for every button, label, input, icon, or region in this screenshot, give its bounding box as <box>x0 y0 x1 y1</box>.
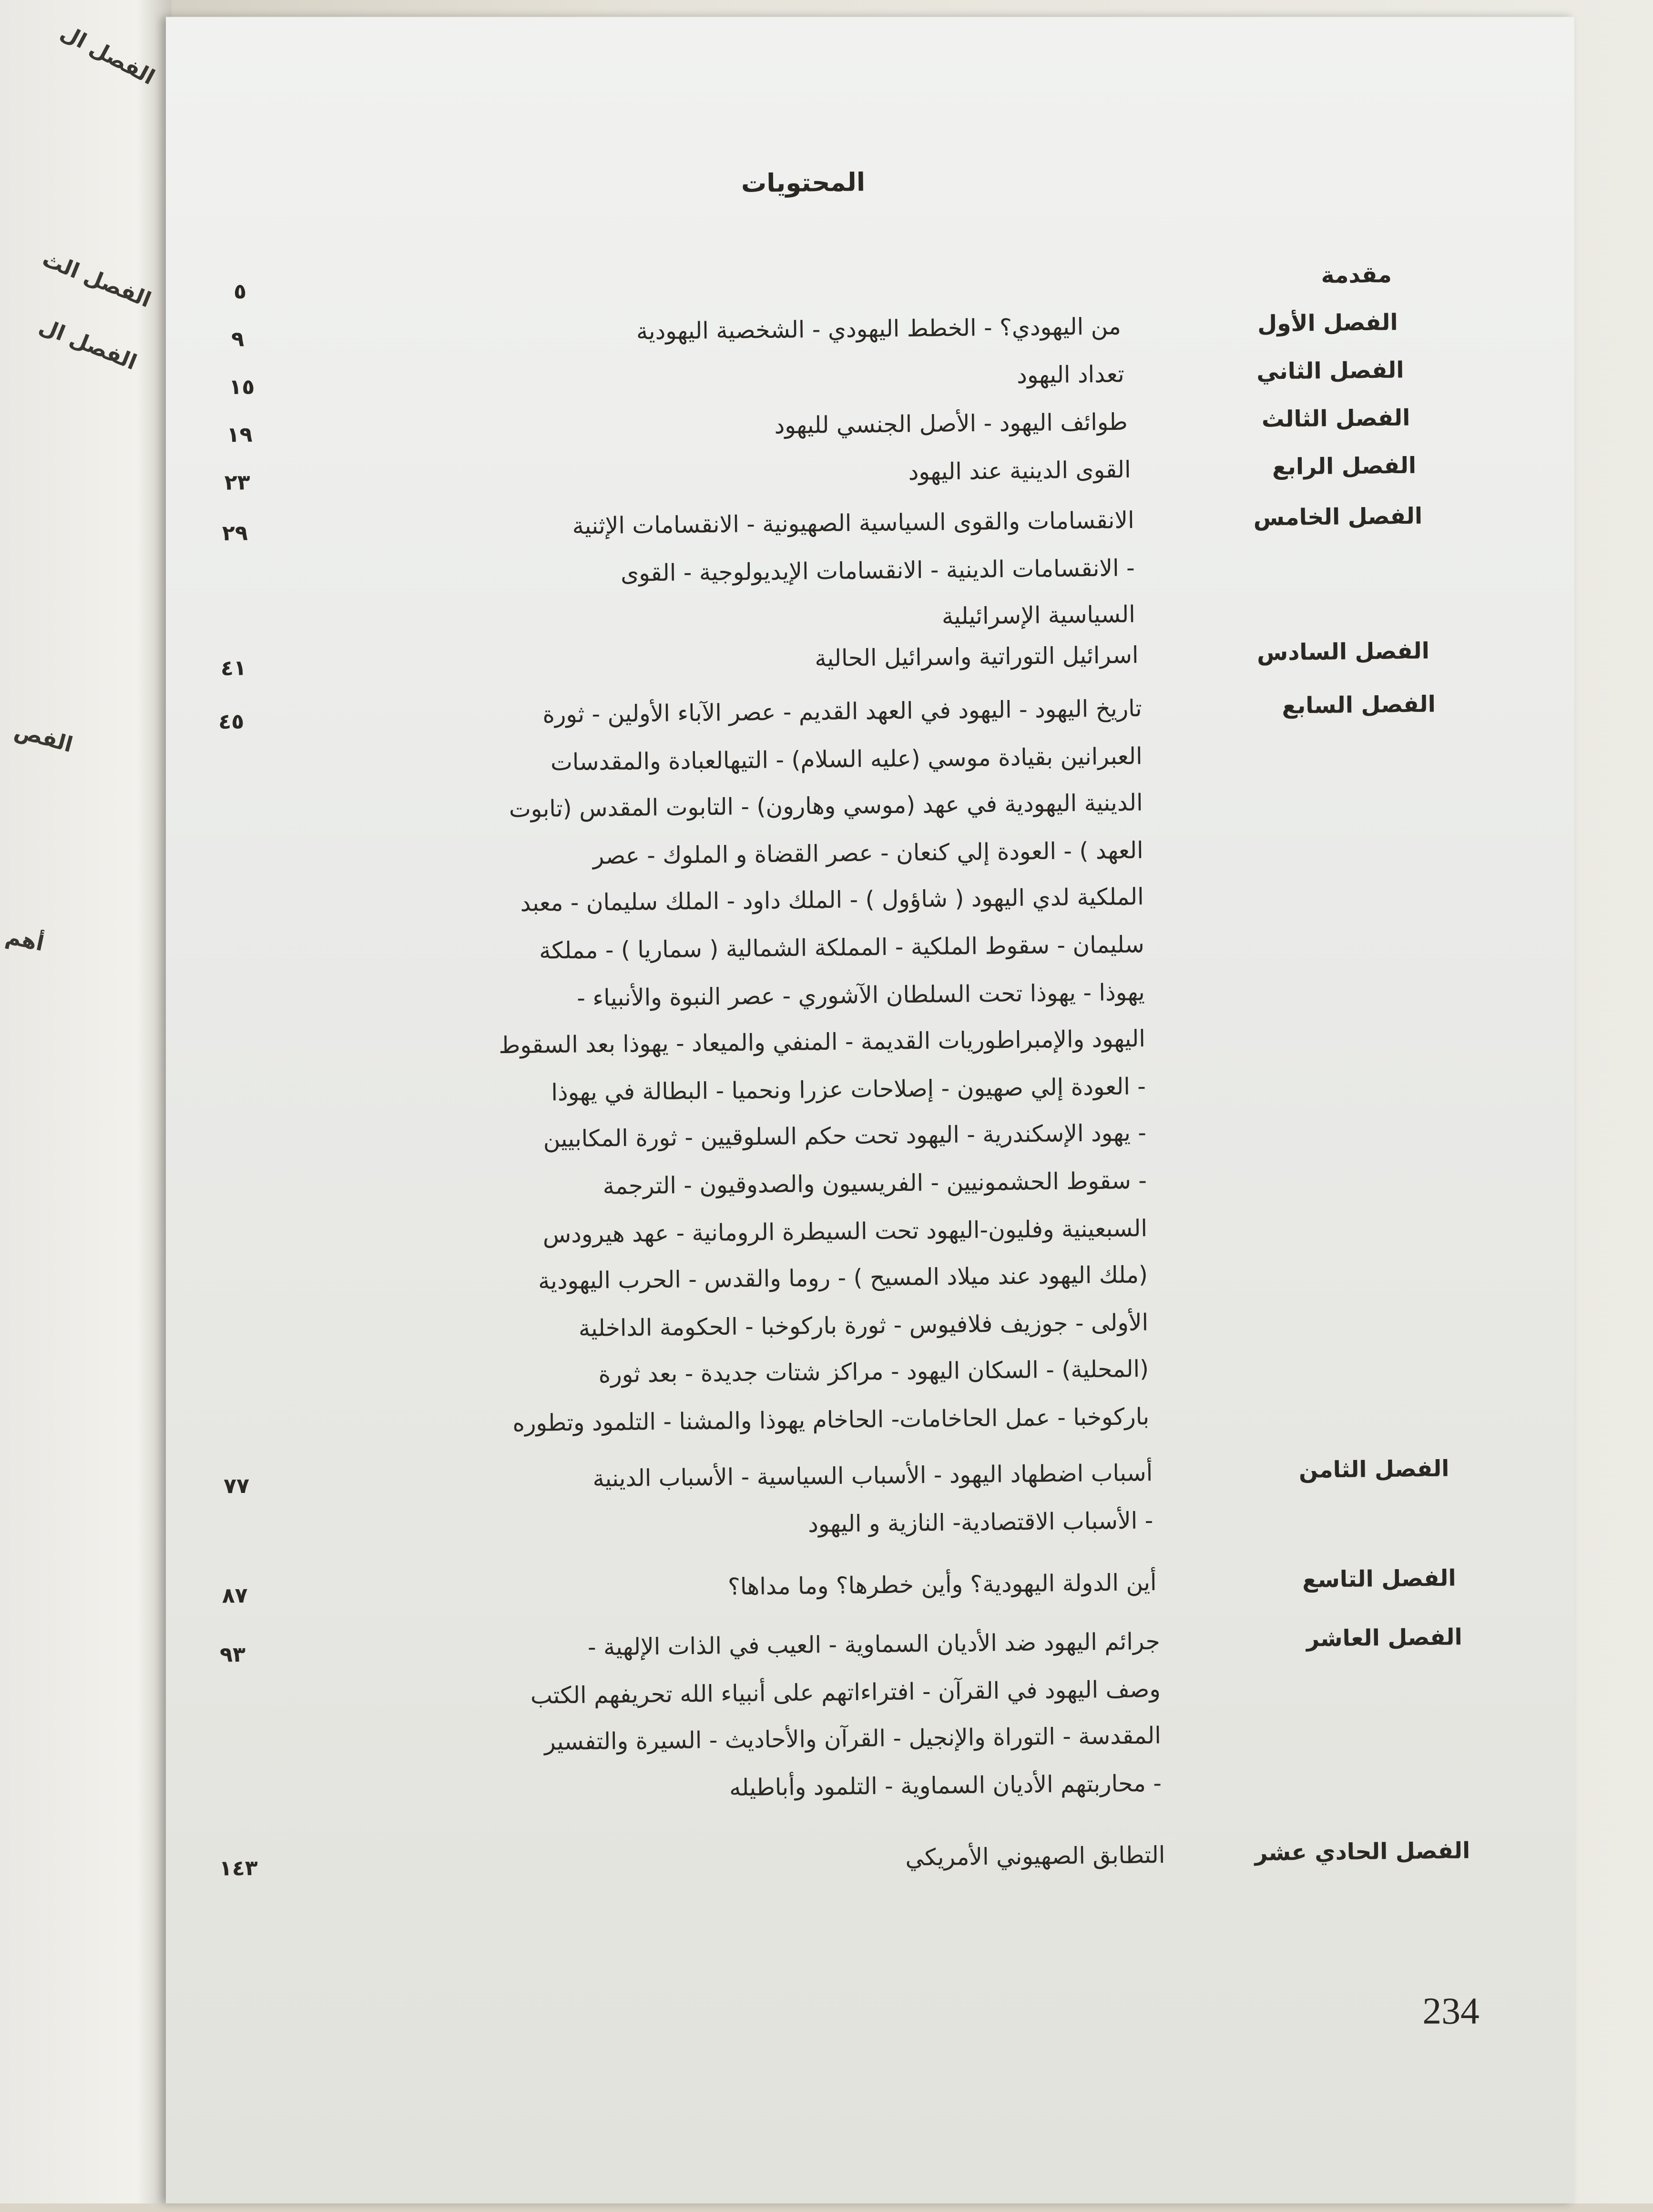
toc-page-number: ١٩ <box>226 422 253 448</box>
toc-entry-line: وصف اليهود في القرآن - افتراءاتهم على أنبياء الله تحريفهم الكتب <box>530 1675 1161 1709</box>
toc-entry-line: الأولى - جوزيف فلافيوس - ثورة باركوخبا - الحكومة الداخلية <box>578 1309 1149 1342</box>
toc-page-number: ٩٣ <box>219 1642 246 1668</box>
toc-page-number: ٢٩ <box>222 520 248 546</box>
left-page-fragment: الفصل الث <box>39 246 155 313</box>
toc-entry-line: الدينية اليهودية في عهد (موسي وهارون) - التابوت المقدس (تابوت <box>509 789 1143 823</box>
toc-entry-line: السبعينية وفليون-اليهود تحت السيطرة الرومانية - عهد هيرودس <box>542 1214 1148 1248</box>
left-page-fragment: الفصل ال <box>35 313 141 375</box>
toc-entry-line: يهوذا - يهوذا تحت السلطان الآشوري - عصر النبوة والأنبياء - <box>576 978 1145 1011</box>
toc-entry-description <box>291 497 1135 648</box>
toc-entry-description <box>281 351 1124 407</box>
toc-entry-description <box>298 685 1150 1450</box>
toc-entry-line: طوائف اليهود - الأصل الجنسي لليهود <box>774 408 1128 439</box>
toc-chapter-label: مقدمة <box>1321 261 1392 289</box>
toc-entry-line: العبرانين بقيادة موسي (عليه السلام) - التيهالعبادة والمقدسات <box>550 742 1143 775</box>
toc-entry-line: باركوخبا - عمل الحاخامات- الحاخام يهوذا والمشنا - التلمود وتطوره <box>512 1403 1150 1437</box>
toc-entry-line: الانقسامات والقوى السياسية الصهيونية - الانقسامات الإثنية <box>572 507 1134 540</box>
toc-entry-description <box>309 1450 1153 1553</box>
toc-entry-line: السياسية الإسرائيلية <box>941 601 1136 630</box>
toc-entry-line: المقدسة - التوراة والإنجيل - القرآن والأحاديث - السيرة والتفسير <box>544 1722 1162 1756</box>
toc-page-number: ٢٣ <box>224 469 250 496</box>
toc-entry-line: العهد ) - العودة إلي كنعان - عصر القضاة و الملوك - عصر <box>592 836 1143 870</box>
toc-page-number: ٤٥ <box>218 709 245 734</box>
toc-entry-line: الملكية لدي اليهود ( شاؤول ) - الملك داود - الملك سليمان - معبد <box>520 883 1144 917</box>
toc-entry-description <box>277 303 1121 359</box>
toc-entry-line: تاريخ اليهود - اليهود في العهد القديم - عصر الآباء الأولين - ثورة <box>542 695 1142 728</box>
toc-chapter-label: الفصل الثامن <box>1298 1455 1449 1483</box>
page-title: المحتويات <box>741 168 866 199</box>
toc-page-number: ٤١ <box>220 655 247 681</box>
toc-entry-line: - العودة إلي صهيون - إصلاحات عزرا ونحميا - البطالة في يهوذا <box>551 1073 1146 1106</box>
toc-entry-line: - سقوط الحشمونيين - الفريسيون والصدوقيون - الترجمة <box>602 1167 1147 1200</box>
toc-entry-description <box>313 1559 1157 1615</box>
toc-page-number: ١٤٣ <box>219 1855 258 1881</box>
toc-page-number: ٧٧ <box>223 1473 250 1499</box>
toc-entry-line: - يهود الإسكندرية - اليهود تحت حكم السلوقيين - ثورة المكابيين <box>543 1120 1147 1153</box>
left-page-fragment: الفص <box>11 718 76 758</box>
toc-chapter-label: الفصل العاشر <box>1306 1623 1463 1652</box>
toc-entry-description <box>287 446 1131 503</box>
toc-chapter-label: الفصل السابع <box>1282 690 1436 719</box>
toc-chapter-label: الفصل السادس <box>1256 637 1430 666</box>
toc-page-number: ٨٧ <box>222 1583 248 1609</box>
left-page-fragment: الفصل ال <box>56 19 159 91</box>
toc-entry-line: (المحلية) - السكان اليهود - مراكز شتات جديدة - بعد ثورة <box>598 1356 1149 1389</box>
toc-entry-line: تعداد اليهود <box>1016 361 1125 389</box>
toc-chapter-label: الفصل التاسع <box>1302 1564 1456 1593</box>
toc-entry-description <box>322 1832 1165 1888</box>
toc-entry-line: (ملك اليهود عند ميلاد المسيح ) - روما والقدس - الحرب اليهودية <box>538 1261 1148 1295</box>
toc-entry-line: - الأسباب الاقتصادية- النازية و اليهود <box>807 1506 1153 1537</box>
toc-chapter-label: الفصل الخامس <box>1253 502 1423 531</box>
toc-entry-line: جرائم اليهود ضد الأديان السماوية - العيب في الذات الإلهية - <box>587 1628 1161 1661</box>
toc-entry-line: اسرائيل التوراتية واسرائيل الحالية <box>815 641 1139 672</box>
toc-chapter-label: الفصل الثاني <box>1256 356 1404 385</box>
toc-entry-line: التطابق الصهيوني الأمريكي <box>905 1841 1165 1871</box>
toc-entry-line: اليهود والإمبراطوريات القديمة - المنفي والميعاد - يهوذا بعد السقوط <box>499 1025 1146 1059</box>
toc-chapter-label: الفصل الحادي عشر <box>1254 1837 1470 1866</box>
toc-chapter-label: الفصل الرابع <box>1272 452 1417 480</box>
toc-page-number: ١٥ <box>229 374 255 400</box>
toc-entry-line: أين الدولة اليهودية؟ وأين خطرها؟ وما مداها؟ <box>727 1569 1157 1601</box>
toc-chapter-label: الفصل الأول <box>1257 309 1398 337</box>
toc-entry-line: أسباب اضطهاد اليهود - الأسباب السياسية - الأسباب الدينية <box>592 1459 1153 1492</box>
toc-page-number: ٥ <box>233 278 247 304</box>
toc-chapter-label: الفصل الثالث <box>1261 404 1410 433</box>
toc-entry-line: سليمان - سقوط الملكية - المملكة الشمالية ( سماريا ) - مملكة <box>539 931 1145 964</box>
toc-entry-description <box>316 1618 1162 1816</box>
toc-entry-line: - الانقسامات الدينية - الانقسامات الإيديولوجية - القوى <box>620 554 1135 587</box>
toc-entry-line: من اليهودي؟ - الخطط اليهودي - الشخصية اليهودية <box>636 313 1122 345</box>
toc-entry-line: - محاربتهم الأديان السماوية - التلمود وأباطيله <box>729 1769 1162 1801</box>
left-page-fragment: أهم <box>3 923 46 957</box>
toc-entry-description <box>284 399 1128 455</box>
toc-entry-line: القوى الدينية عند اليهود <box>908 456 1131 486</box>
toc-entry-description <box>295 632 1139 688</box>
page-number: 234 <box>1422 1989 1480 2032</box>
toc-page-number: ٩ <box>231 326 245 352</box>
